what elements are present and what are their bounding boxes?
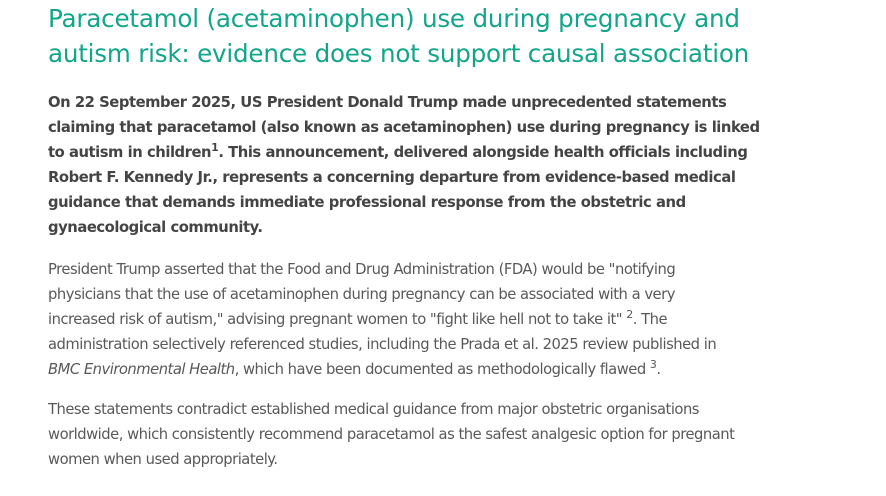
body-line: physicians that the use of acetaminophen during pregnancy can be associated with a very	[48, 286, 675, 303]
lead-line: gynaecological community.	[48, 219, 263, 236]
body-text: increased risk of autism," advising pregnant women to "fight like hell not to take it"	[48, 311, 627, 328]
reference-3[interactable]: 3	[649, 358, 657, 371]
article-title	[48, 0, 848, 71]
body-line	[48, 307, 848, 332]
lead-line: On 22 September 2025, US President Donald Trump made unprecedented statements	[48, 94, 727, 111]
lead-text: . This announcement, delivered alongside health officials including	[218, 144, 748, 161]
body-paragraph-3	[48, 397, 848, 472]
body-text: . The	[632, 311, 668, 328]
lead-paragraph	[48, 90, 848, 240]
lead-line: claiming that paracetamol (also known as acetaminophen) use during pregnancy is linked	[48, 119, 760, 136]
body-line: worldwide, which consistently recommend paracetamol as the safest analgesic option for pregnant	[48, 426, 735, 443]
body-line	[48, 357, 848, 382]
body-paragraph-2	[48, 257, 848, 382]
body-text: , which have been documented as methodologically flawed	[234, 361, 650, 378]
body-line: women when used appropriately.	[48, 451, 278, 468]
title-line: autism risk: evidence does not support causal association	[48, 39, 750, 68]
lead-line: Robert F. Kennedy Jr., represents a concerning departure from evidence-based medical	[48, 169, 736, 186]
body-text: .	[656, 361, 661, 378]
reference-2[interactable]: 2	[626, 308, 633, 321]
lead-line: guidance that demands immediate professional response from the obstetric and	[48, 194, 686, 211]
title-line: Paracetamol (acetaminophen) use during pregnancy and	[48, 4, 740, 33]
article	[48, 0, 848, 472]
lead-line	[48, 140, 848, 165]
body-line: administration selectively referenced studies, including the Prada et al. 2025 review published in	[48, 336, 717, 353]
body-line: President Trump asserted that the Food and Drug Administration (FDA) would be "notifying	[48, 261, 676, 278]
lead-text: to autism in children	[48, 144, 212, 161]
body-line: These statements contradict established medical guidance from major obstetric organisations	[48, 401, 699, 418]
journal-name: BMC Environmental Health	[48, 361, 235, 378]
reference-1[interactable]: 1	[211, 141, 219, 154]
